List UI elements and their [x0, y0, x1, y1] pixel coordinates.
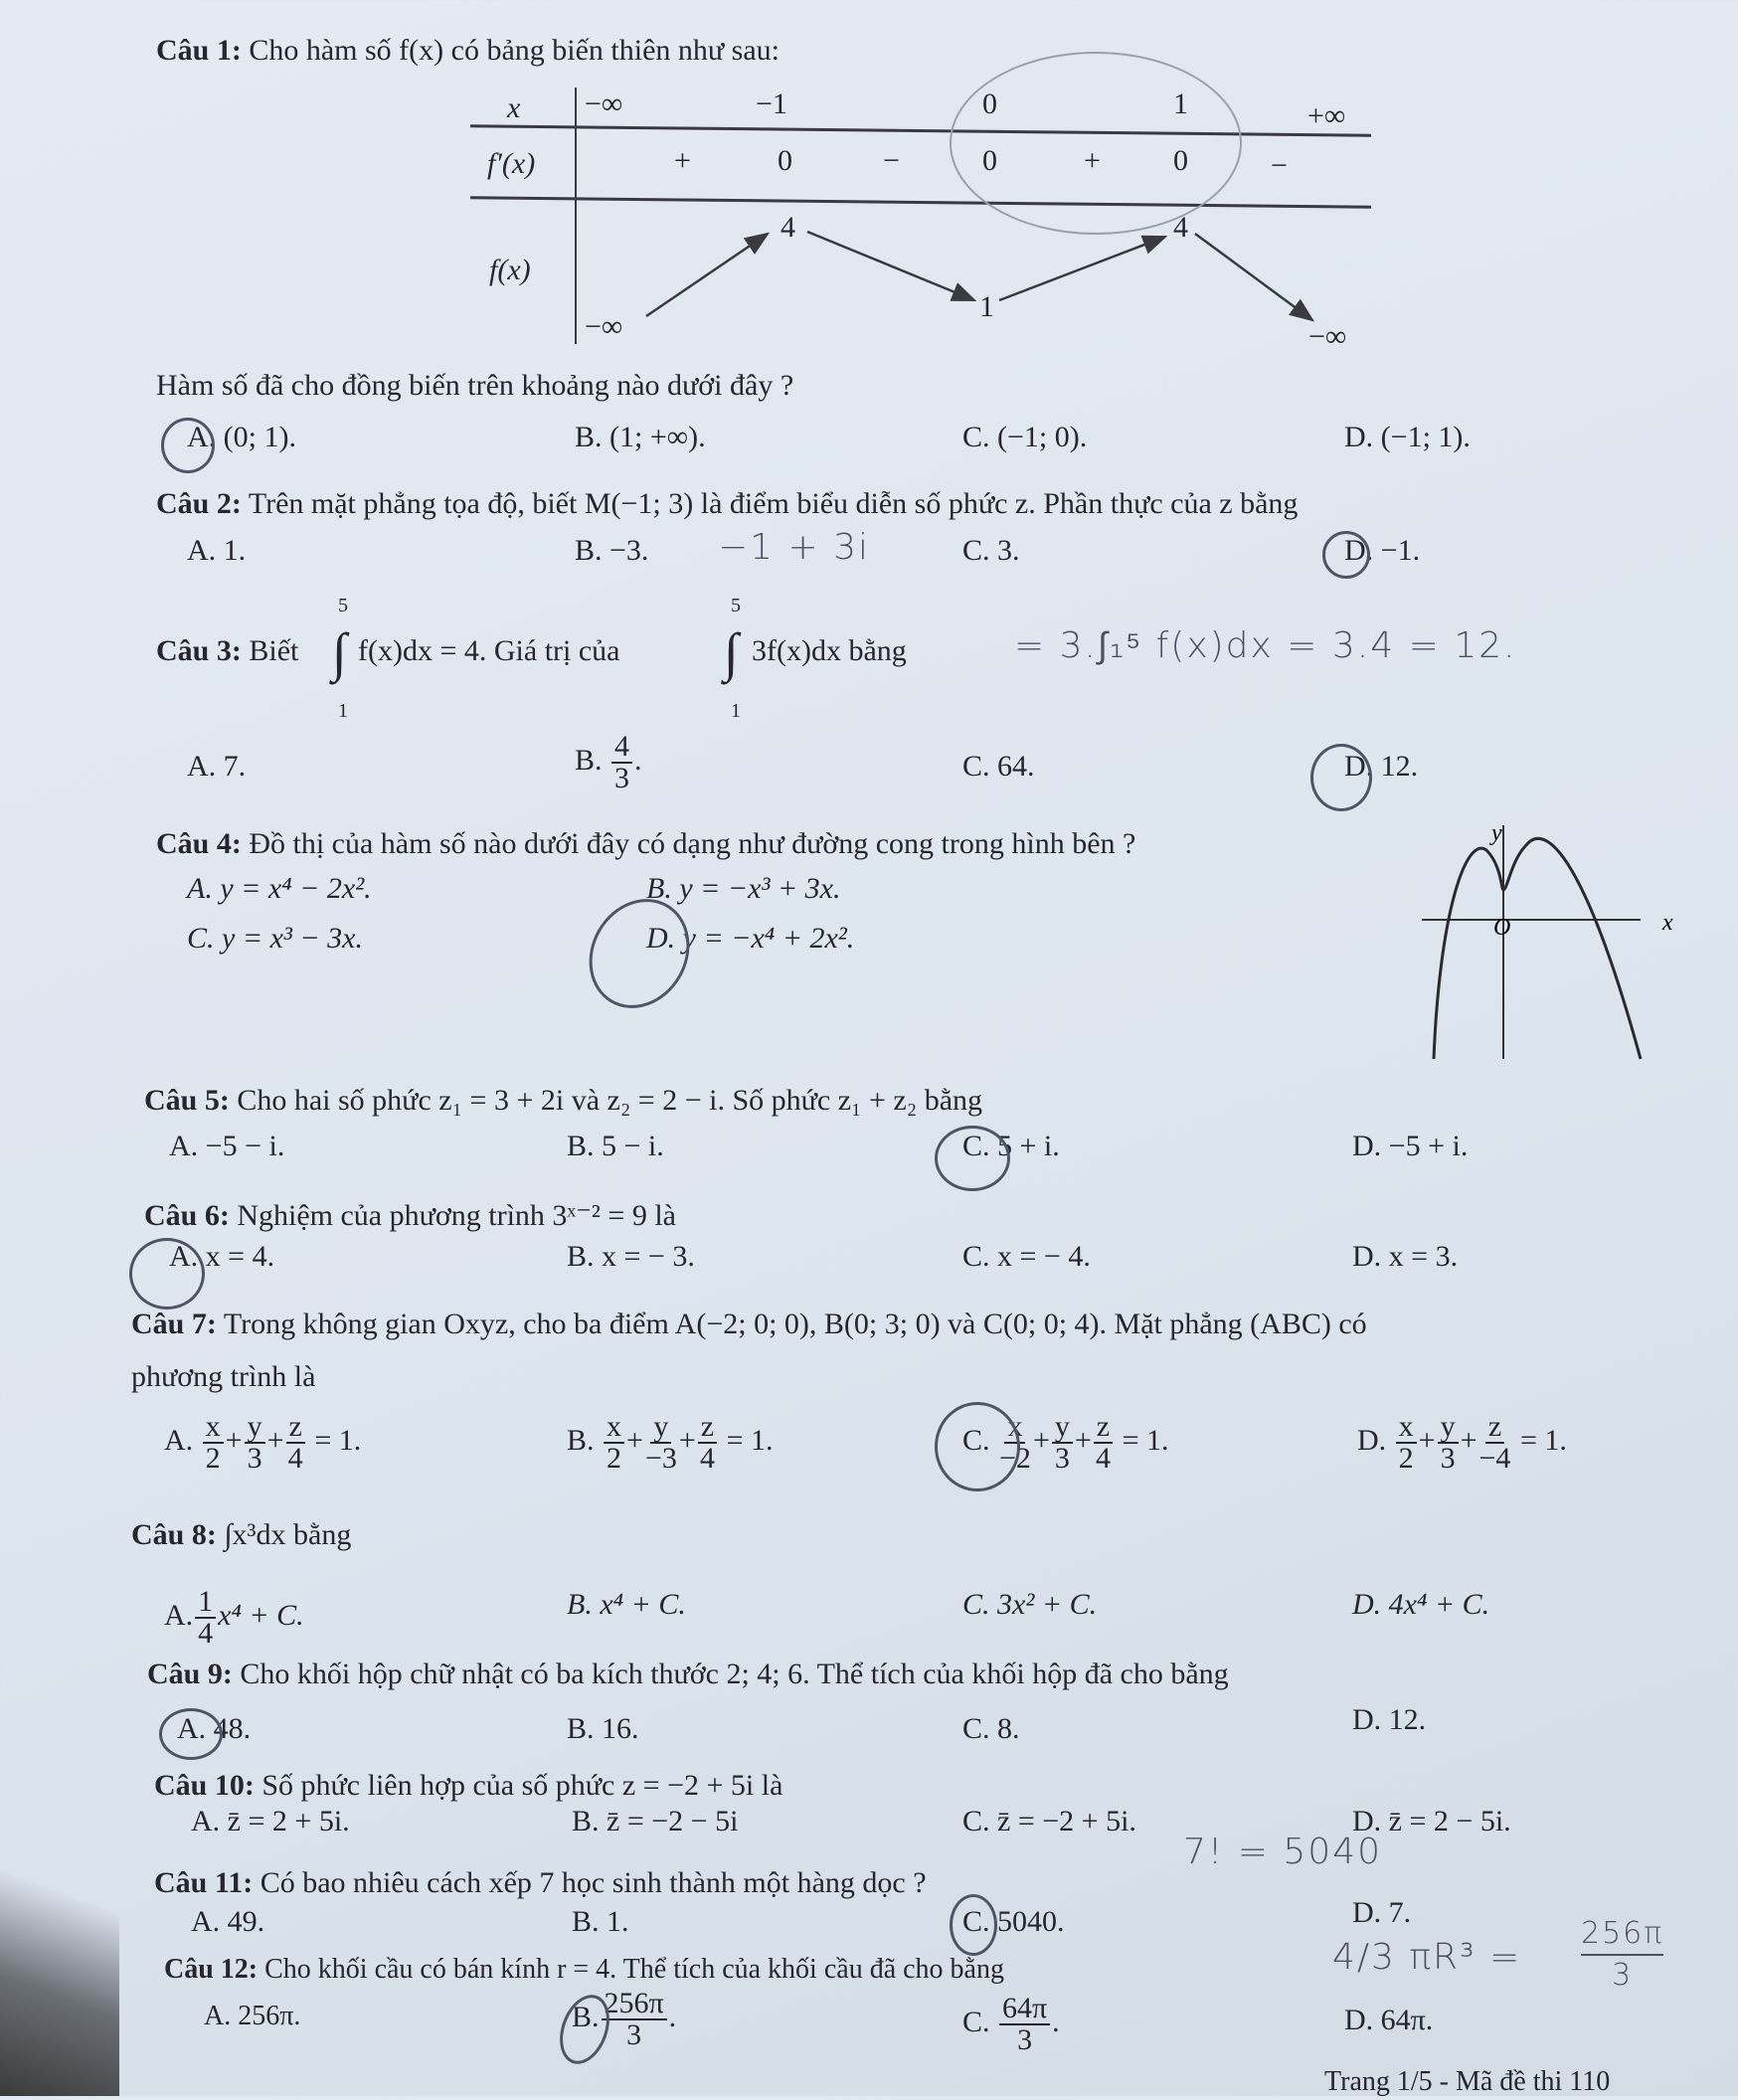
x-value: 0 [982, 88, 997, 120]
integral-sign: ∫ [332, 622, 347, 682]
q3-integral-1: f(x)dx = 4. Giá trị của [358, 634, 620, 667]
fraction [1479, 1412, 1511, 1474]
arrow-up [646, 234, 768, 316]
q5-option-a[interactable]: A. −5 − i. [169, 1130, 285, 1162]
row-label-x: x [507, 91, 521, 124]
numerator: y [1438, 1412, 1459, 1444]
plus: + [626, 1423, 643, 1457]
fraction [645, 1412, 677, 1474]
x-value: +∞ [1307, 99, 1346, 132]
q9-label: Câu 9: [147, 1658, 233, 1690]
origin-label: O [1493, 915, 1511, 941]
q10-label: Câu 10: [154, 1769, 255, 1802]
q2-option-b[interactable]: B. −3. [575, 534, 649, 567]
integral-sign: ∫ [724, 622, 739, 682]
option-letter: B. [572, 2000, 600, 2033]
option-letter: C. [962, 2005, 990, 2038]
fraction [203, 1412, 224, 1474]
q1-text: Cho hàm số f(x) có bảng biến thiên như sau: [249, 34, 781, 67]
q9-option-a[interactable]: A. 48. [177, 1712, 252, 1745]
q7-option-d[interactable] [1357, 1412, 1567, 1474]
answer-circle [935, 1126, 1010, 1191]
q3-option-b[interactable]: B. $\frac{4}{3}$ . [575, 730, 642, 794]
handwritten-note: = 3.∫₁⁵ f(x)dx = 3.4 = 12. [1014, 625, 1517, 666]
q8-option-a[interactable] [164, 1587, 304, 1649]
q4-option-c[interactable]: C. y = x³ − 3x. [187, 922, 363, 955]
q11-option-b[interactable]: B. 1. [572, 1905, 629, 1938]
q2-label: Câu 2: [156, 487, 242, 520]
plus: + [1460, 1423, 1477, 1457]
q10-text: Số phức liên hợp của số phức z = −2 + 5i là [261, 1769, 783, 1802]
plus: + [1074, 1423, 1092, 1457]
numerator: x [1396, 1412, 1417, 1444]
q4-option-d[interactable]: D. y = −x⁴ + 2x². [646, 922, 855, 955]
option-text: x⁴ + C. [218, 1598, 304, 1632]
fraction [611, 732, 632, 793]
q5-text: Cho hai số phức z₁ = 3 + 2i và z₂ = 2 − i. Số phức z₁ + z₂ bằng [237, 1084, 983, 1117]
f-value: 4 [1173, 211, 1188, 244]
q12-stem [164, 1952, 1004, 1988]
q5-label: Câu 5: [144, 1084, 230, 1117]
answer-circle [129, 1238, 205, 1310]
sign: + [1084, 144, 1101, 177]
answer-circle [1322, 531, 1370, 579]
denominator: 4 [198, 1617, 214, 1650]
q6-text: Nghiệm của phương trình 3ˣ⁻² = 9 là [237, 1199, 676, 1232]
denominator: 3 [626, 2018, 642, 2051]
integral-lower: 1 [731, 700, 741, 722]
denominator: −4 [1478, 1442, 1511, 1475]
q11-text: Có bao nhiêu cách xếp 7 học sinh thành một hàng dọc ? [260, 1866, 927, 1899]
q4-label: Câu 4: [156, 827, 242, 860]
q7-label: Câu 7: [131, 1308, 217, 1340]
answer-circle [935, 1402, 1020, 1491]
fraction [999, 1994, 1050, 2055]
q8-option-d[interactable]: D. 4x⁴ + C. [1352, 1588, 1490, 1621]
denominator: 3 [614, 762, 630, 794]
q1-question: Hàm số đã cho đồng biến trên khoảng nào dưới đây ? [156, 369, 794, 402]
denominator: −3 [644, 1442, 677, 1475]
x-value: −1 [756, 88, 787, 120]
option-letter: B. [575, 743, 603, 777]
numerator: z [698, 1412, 717, 1444]
q1-option-d[interactable]: D. (−1; 1). [1344, 421, 1471, 453]
y-label: y [1491, 820, 1502, 846]
page-footer: Trang 1/5 - Mã đề thi 110 [1324, 2066, 1611, 2097]
q11-option-c[interactable]: C. 5040. [962, 1905, 1065, 1938]
q8-option-c[interactable]: C. 3x² + C. [962, 1588, 1098, 1621]
answer-circle [159, 1708, 223, 1760]
sign: 0 [778, 144, 792, 177]
q4-option-b[interactable]: B. y = −x³ + 3x. [646, 872, 841, 905]
q6-label: Câu 6: [144, 1199, 230, 1232]
q1-option-b[interactable]: B. (1; +∞). [575, 421, 706, 453]
variation-arrows [0, 0, 1738, 398]
option-letter: C. [962, 1423, 990, 1457]
q10-option-c[interactable]: C. z̄ = −2 + 5i. [962, 1805, 1136, 1838]
q2-option-a[interactable]: A. 1. [187, 534, 247, 567]
sign: − [883, 144, 900, 177]
x-value: −∞ [585, 88, 623, 120]
q7-stem [131, 1307, 1367, 1342]
arrow-down [807, 232, 974, 300]
equals: = 1. [1519, 1423, 1567, 1457]
q9-option-c[interactable]: C. 8. [962, 1712, 1020, 1745]
q6-option-d[interactable]: D. x = 3. [1352, 1240, 1459, 1273]
equals: = 1. [314, 1423, 362, 1457]
denominator: 2 [1398, 1442, 1414, 1475]
numerator: 256π [1581, 1914, 1663, 1956]
fraction [602, 1989, 667, 2050]
q8-stem [131, 1517, 351, 1553]
q5-option-b[interactable]: B. 5 − i. [567, 1130, 664, 1162]
f-value: −∞ [585, 310, 623, 343]
q12-option-d[interactable]: D. 64π. [1344, 2004, 1434, 2036]
fraction [245, 1412, 265, 1474]
q2-text: Trên mặt phẳng tọa độ, biết M(−1; 3) là điểm biểu diễn số phức z. Phần thực của z bằng [248, 487, 1299, 520]
fraction [1396, 1412, 1417, 1474]
q9-stem [147, 1657, 1229, 1692]
denominator: 4 [287, 1442, 303, 1475]
q3-label: Câu 3: [156, 634, 242, 667]
denominator: 2 [607, 1442, 622, 1475]
q4-option-a[interactable]: A. y = x⁴ − 2x². [187, 872, 372, 905]
f-value: −∞ [1308, 320, 1347, 353]
denominator: 4 [1095, 1442, 1111, 1475]
q3-text: Biết [249, 634, 299, 667]
denominator: 3 [1612, 1958, 1634, 1993]
fraction [604, 1412, 624, 1474]
q9-text: Cho khối hộp chữ nhật có ba kích thước 2; 4; 6. Thể tích của khối hộp đã cho bằng [240, 1658, 1229, 1690]
q10-option-d[interactable]: D. z̄ = 2 − 5i. [1352, 1805, 1511, 1838]
f-value: 1 [979, 290, 994, 323]
q1-option-a[interactable]: A. (0; 1). [187, 421, 296, 453]
q11-stem [154, 1865, 927, 1901]
q1-option-c[interactable]: C. (−1; 0). [962, 421, 1088, 453]
denominator: −2 [999, 1442, 1031, 1475]
photo-shadow [0, 1838, 119, 2096]
q12-option-b[interactable]: B. $\frac{256\pi}{3}$ . [572, 1987, 677, 2051]
numerator: 256π [602, 1989, 667, 2020]
plus: + [225, 1423, 243, 1457]
plus: + [266, 1423, 284, 1457]
numerator: 4 [611, 732, 632, 764]
numerator: 64π [999, 1994, 1050, 2025]
q4-stem [156, 826, 1135, 862]
handwritten-note: 4/3 πR³ = [1332, 1937, 1522, 1978]
q11-option-a[interactable]: A. 49. [191, 1905, 265, 1938]
denominator: 3 [247, 1442, 262, 1475]
q9-option-d[interactable]: D. 12. [1352, 1703, 1427, 1736]
q12-text: Cho khối cầu có bán kính r = 4. Thể tích của khối cầu đã cho bằng [264, 1954, 1004, 1985]
row-label-fprime: f′(x) [487, 147, 536, 180]
equals: = 1. [726, 1423, 774, 1457]
q10-option-a[interactable]: A. z̄ = 2 + 5i. [191, 1805, 350, 1838]
q3-option-a[interactable]: A. 7. [187, 750, 247, 783]
plus: + [678, 1423, 696, 1457]
answer-circle [1310, 744, 1372, 811]
q6-option-b[interactable]: B. x = − 3. [567, 1240, 695, 1273]
fraction [1094, 1412, 1113, 1474]
numerator: y [650, 1412, 671, 1444]
q6-option-a[interactable]: A. x = 4. [169, 1240, 275, 1273]
f-value: 4 [781, 211, 795, 244]
option-letter: D. [1357, 1423, 1387, 1457]
answer-circle [161, 418, 215, 473]
row-label-f: f(x) [489, 254, 531, 286]
q1-label: Câu 1: [156, 34, 242, 67]
numerator: y [1052, 1412, 1073, 1444]
numerator: z [1485, 1412, 1504, 1444]
numerator: x [1004, 1412, 1025, 1444]
sign: + [674, 144, 691, 177]
denominator: 4 [699, 1442, 715, 1475]
q7-option-b[interactable] [567, 1412, 774, 1474]
denominator: 3 [1017, 2023, 1033, 2056]
q7-option-a[interactable] [164, 1412, 361, 1474]
q9-option-b[interactable]: B. 16. [567, 1712, 639, 1745]
q10-stem [154, 1768, 782, 1804]
q7-text: Trong không gian Oxyz, cho ba điểm A(−2; 0; 0), B(0; 3; 0) và C(0; 0; 4). Mặt phẳng (ABC) có [223, 1308, 1367, 1340]
q7-text-2: phương trình là [131, 1360, 316, 1393]
q12-option-c[interactable]: C. $\frac{64\pi}{3}$ . [962, 1992, 1060, 2056]
sign: − [1271, 149, 1288, 182]
fraction [698, 1412, 717, 1474]
q10-option-b[interactable]: B. z̄ = −2 − 5i [572, 1805, 739, 1838]
q2-option-d[interactable]: D. −1. [1344, 534, 1421, 567]
plus: + [1418, 1423, 1436, 1457]
q8-label: Câu 8: [131, 1518, 217, 1551]
numerator: x [604, 1412, 624, 1444]
handwritten-fraction [1581, 1914, 1663, 1996]
x-value: 1 [1173, 88, 1188, 120]
q11-label: Câu 11: [154, 1866, 254, 1899]
numerator: y [245, 1412, 265, 1444]
option-letter: A. [164, 1423, 194, 1457]
q3-integral-2: 3f(x)dx bằng [752, 634, 907, 667]
x-label: x [1662, 910, 1673, 936]
q4-graph [1412, 820, 1673, 1069]
handwritten-note: −1 + 3i [718, 527, 871, 568]
fraction [195, 1587, 216, 1649]
sign: 0 [1173, 144, 1188, 177]
numerator: z [1094, 1412, 1113, 1444]
option-letter: B. [567, 1423, 595, 1457]
integral-upper: 5 [731, 595, 741, 616]
q3-option-c[interactable]: C. 64. [962, 750, 1035, 783]
q3-stem [156, 633, 298, 669]
q3-option-d[interactable]: D. 12. [1344, 750, 1419, 783]
q5-stem [144, 1083, 982, 1119]
denominator: 3 [1054, 1442, 1070, 1475]
q5-option-d[interactable]: D. −5 + i. [1352, 1130, 1469, 1162]
numerator: x [203, 1412, 224, 1444]
sign: 0 [982, 144, 997, 177]
numerator: 1 [195, 1587, 216, 1619]
arrow-up [999, 237, 1165, 300]
q12-label: Câu 12: [164, 1954, 259, 1985]
q5-option-c[interactable]: C. 5 + i. [962, 1130, 1060, 1162]
q8-text: ∫x³dx bằng [224, 1518, 352, 1551]
q6-option-c[interactable]: C. x = − 4. [962, 1240, 1091, 1273]
fraction [1052, 1412, 1073, 1474]
handwritten-note: 7! = 5040 [1183, 1832, 1383, 1872]
curve [1434, 838, 1641, 1059]
q4-text: Đồ thị của hàm số nào dưới đây có dạng như đường cong trong hình bên ? [249, 827, 1136, 860]
numerator: z [286, 1412, 305, 1444]
q12-option-a[interactable]: A. 256π. [204, 2001, 301, 2031]
fraction [1438, 1412, 1459, 1474]
q6-stem [144, 1198, 676, 1234]
option-letter: A. [164, 1598, 194, 1632]
fraction [286, 1412, 305, 1474]
q2-option-c[interactable]: C. 3. [962, 534, 1020, 567]
answer-circle [950, 1894, 997, 1956]
plus: + [1032, 1423, 1050, 1457]
integral-lower: 1 [338, 700, 348, 722]
q11-option-d[interactable]: D. 7. [1352, 1896, 1412, 1929]
hand-circle [950, 52, 1242, 235]
denominator: 2 [205, 1442, 221, 1475]
q8-option-b[interactable]: B. x⁴ + C. [567, 1588, 686, 1621]
denominator: 3 [1440, 1442, 1456, 1475]
integral-upper: 5 [338, 595, 348, 616]
arrow-down [1195, 234, 1312, 320]
equals: = 1. [1122, 1423, 1169, 1457]
q2-stem [156, 486, 1298, 522]
